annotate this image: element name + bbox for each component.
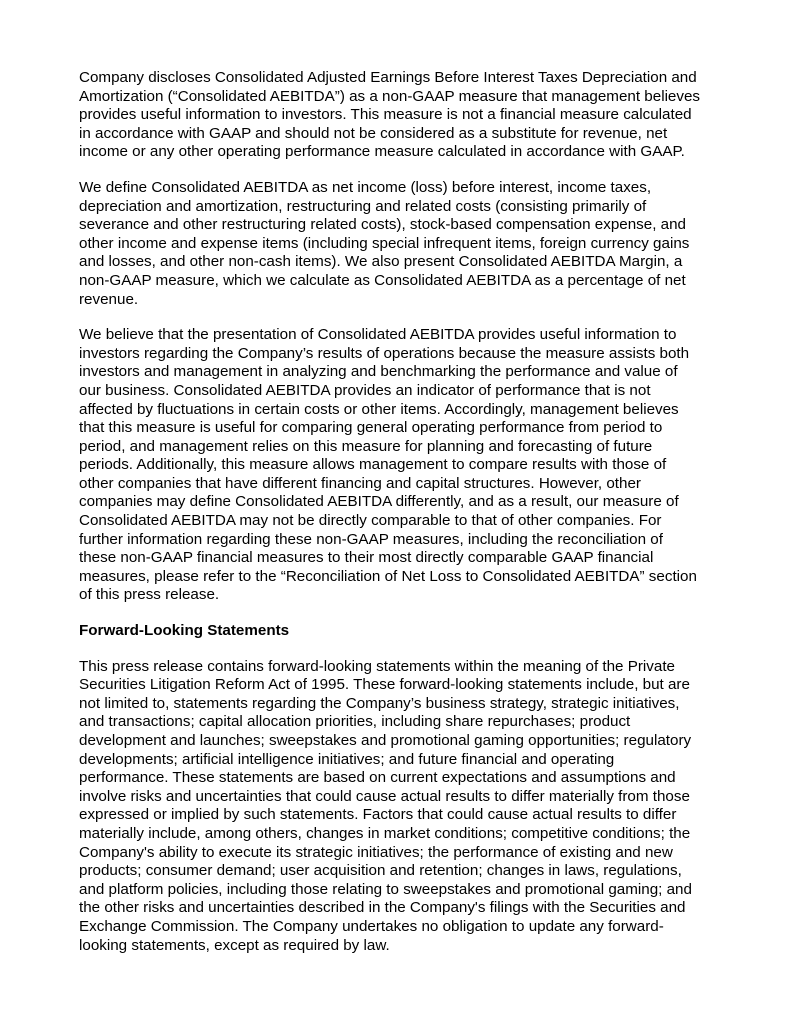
forward-looking-paragraph: This press release contains forward-looking statements within the meaning of the Private Securities Litigation Reform Act of 1995. These forward-looking statements include, but are not limited to, statements regarding the Company’s business strategy, strategic initiatives, and transactions; capital allocation priorities, including share repurchases; product development and launches; sweepstakes and promotional gaming opportunities; regulatory developments; artificial intelligence initiatives; and future financial and operating performance. These statements are based on current expectations and assumptions and involve risks and uncertainties that could cause actual results to differ materially from those expressed or implied by such statements. Factors that could cause actual results to differ materially include, among others, changes in market conditions; competitive conditions; the Company's ability to execute its strategic initiatives; the performance of existing and new products; consumer demand; user acquisition and retention; changes in laws, regulations, and platform policies, including those relating to sweepstakes and promotional gaming; and the other risks and uncertainties described in the Company's filings with the Securities and Exchange Commission. The Company undertakes no obligation to update any forward- looking statements, except as required by law. xyxy=(79,657,692,954)
forward-looking-heading: Forward-Looking Statements xyxy=(79,622,290,640)
aebitda-intro-paragraph: Company discloses Consolidated Adjusted Earnings Before Interest Taxes Depreciation and Amortization (“Consolidated AEBITDA”) as a non-GAAP measure that management believes provides useful information to investors. This measure is not a financial measure calculated in accordance with GAAP and should not be considered as a substitute for revenue, net income or any other operating performance measure calculated in accordance with GAAP. xyxy=(79,69,701,161)
document-page xyxy=(79,69,729,972)
aebitda-rationale-paragraph: We believe that the presentation of Consolidated AEBITDA provides useful information to investors regarding the Company’s results of operations because the measure assists both investors and management in analyzing and benchmarking the performance and value of our business. Consolidated AEBITDA provides an indicator of performance that is not affected by fluctuations in certain costs or other items. Accordingly, management believes that this measure is useful for comparing general operating performance from period to period, and management relies on this measure for planning and forecasting of future periods. Additionally, this measure allows management to compare results with those of other companies that have different financing and capital structures. However, other companies may define Consolidated AEBITDA differently, and as a result, our measure of Consolidated AEBITDA may not be directly comparable to that of other companies. For further information regarding these non-GAAP measures, including the reconciliation of these non-GAAP financial measures to their most directly comparable GAAP financial measures, please refer to the “Reconciliation of Net Loss to Consolidated AEBITDA” section of this press release. xyxy=(79,326,697,604)
aebitda-definition-paragraph: We define Consolidated AEBITDA as net income (loss) before interest, income taxes, depreciation and amortization, restructuring and related costs (consisting primarily of severance and other restructuring related costs), stock-based compensation expense, and other income and expense items (including special infrequent items, foreign currency gains and losses, and other non-cash items). We also present Consolidated AEBITDA Margin, a non-GAAP measure, which we calculate as Consolidated AEBITDA as a percentage of net revenue. xyxy=(79,178,690,308)
